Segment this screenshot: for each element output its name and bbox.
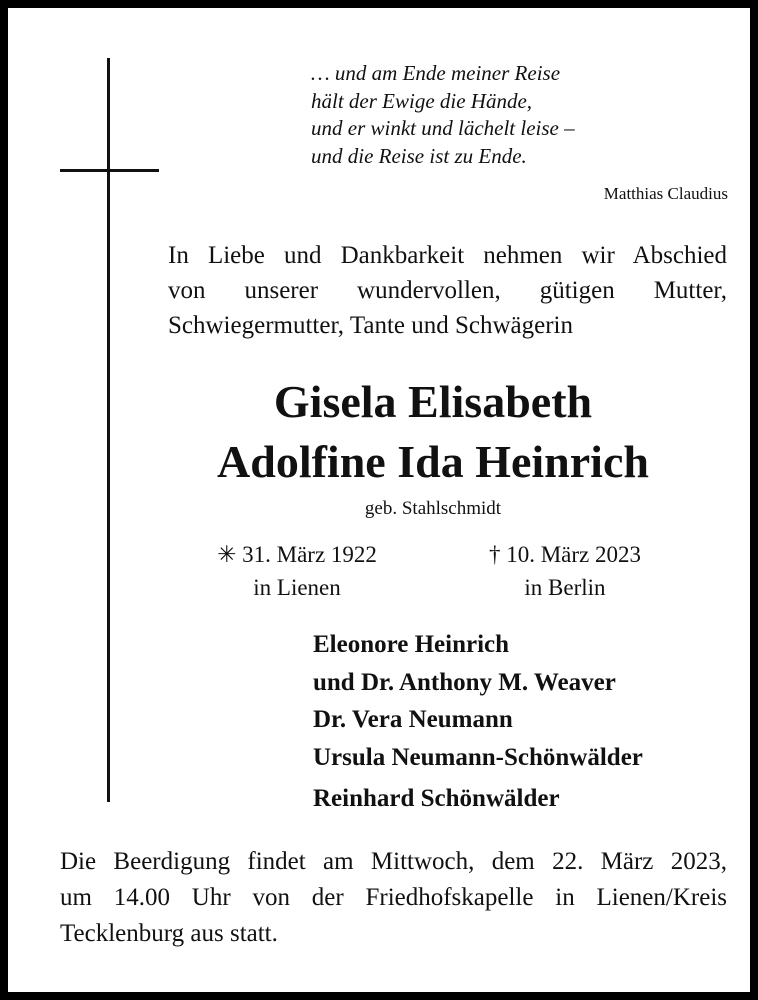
- birth-date: 31. März 1922: [242, 542, 377, 567]
- quote-line: hält der Ewige die Hände,: [311, 88, 533, 113]
- deceased-name: [8, 372, 758, 492]
- intro-line: von unserer wundervollen, gütigen Mutter,: [168, 277, 727, 304]
- mourners-list: [313, 626, 643, 818]
- obituary-notice: [8, 8, 750, 992]
- death-date: 10. März 2023: [506, 542, 642, 567]
- intro-text: [168, 238, 727, 343]
- death-info: [435, 538, 695, 604]
- funeral-info: [60, 844, 727, 952]
- death-place: in Berlin: [524, 575, 606, 600]
- quote-line: … und am Ende meiner Reise: [311, 61, 561, 85]
- birth-place: in Lienen: [253, 575, 341, 600]
- funeral-line: Tecklenburg aus statt.: [60, 920, 278, 947]
- quote-author: Matthias Claudius: [603, 184, 728, 203]
- intro-line: Schwiegermutter, Tante und Schwägerin: [168, 312, 574, 339]
- name-line: Gisela Elisabeth: [273, 376, 593, 427]
- birth-info: [167, 538, 427, 604]
- cross-icon-horizontal: [60, 169, 159, 172]
- birth-star-icon: ✳: [217, 542, 237, 567]
- intro-line: In Liebe und Dankbarkeit nehmen wir Abschied: [168, 242, 727, 269]
- quote-line: und er winkt und lächelt leise –: [311, 116, 575, 140]
- mourner: Reinhard Schönwälder: [313, 785, 560, 812]
- poem-quote: [311, 60, 575, 170]
- death-cross-icon: †: [488, 542, 501, 567]
- mourner: Eleonore Heinrich: [313, 631, 510, 658]
- quote-line: und die Reise ist zu Ende.: [311, 143, 527, 168]
- mourner: Ursula Neumann-Schönwälder: [313, 743, 643, 771]
- funeral-line: um 14.00 Uhr von der Friedhofskapelle in Lienen/Kreis: [60, 884, 727, 911]
- name-line: Adolfine Ida Heinrich: [217, 436, 649, 487]
- funeral-line: Die Beerdigung findet am Mittwoch, dem 22. März 2023,: [60, 848, 727, 875]
- mourner: Dr. Vera Neumann: [313, 706, 513, 733]
- mourner: und Dr. Anthony M. Weaver: [313, 668, 616, 696]
- birth-name: geb. Stahlschmidt: [364, 498, 502, 519]
